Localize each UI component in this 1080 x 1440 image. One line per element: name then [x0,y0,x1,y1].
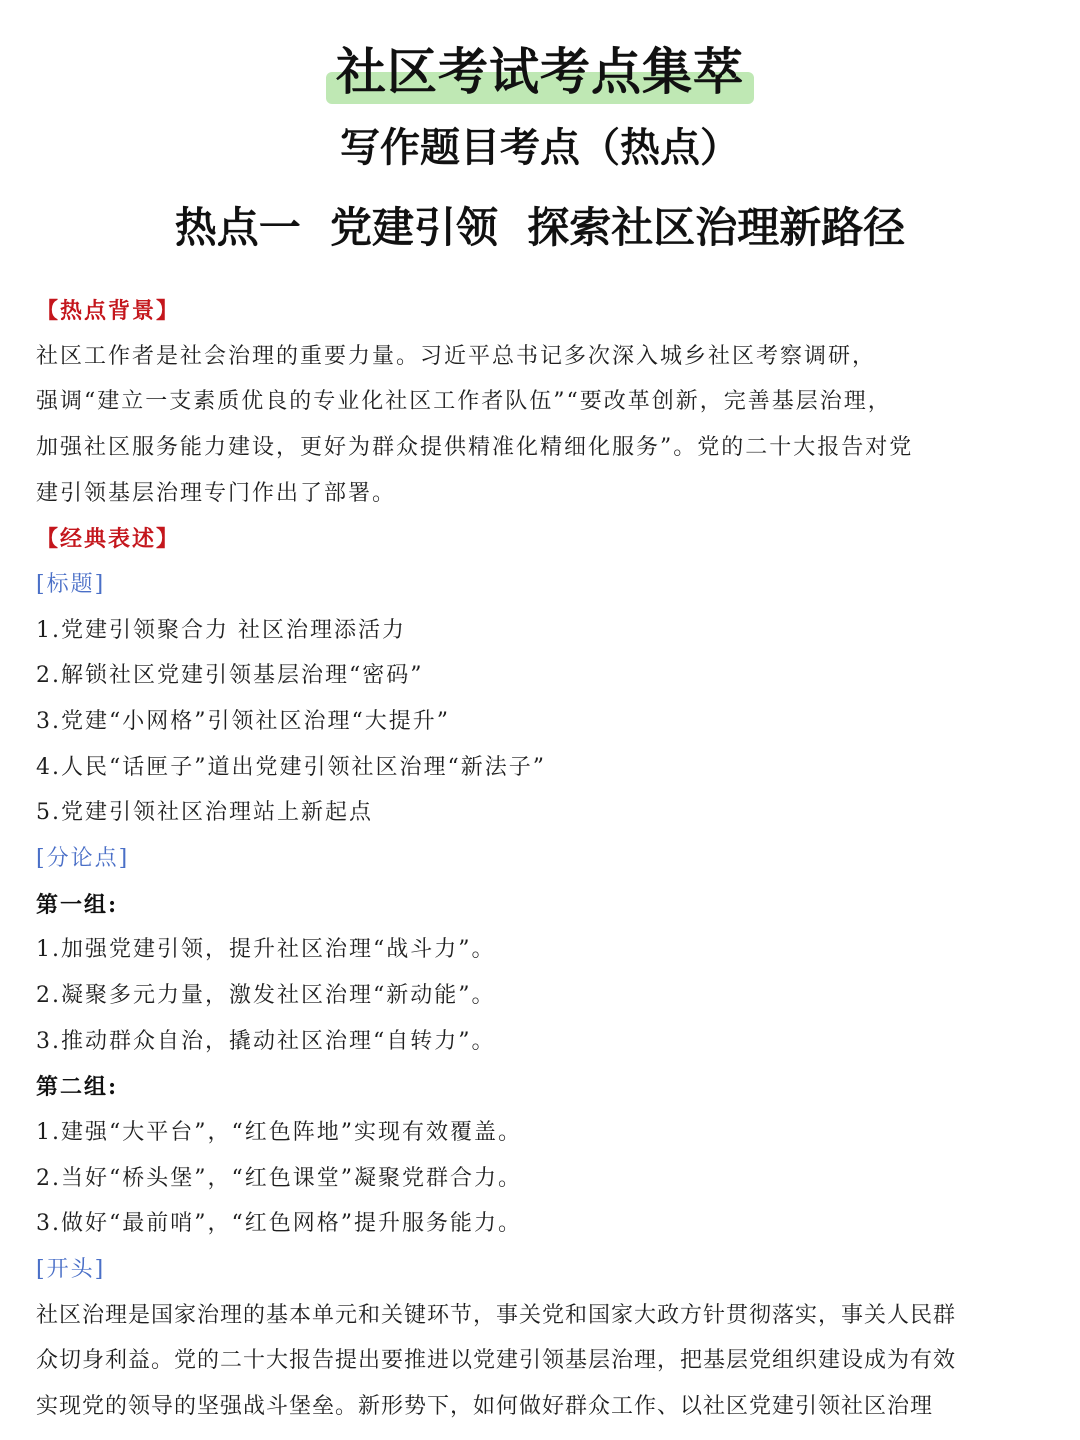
section-heading-classic: 【经典表述】 [36,526,181,552]
group-heading-2: 第二组: [36,1074,119,1100]
hot-topic-title: 热点一 党建引领 探索社区治理新路径 [174,203,906,252]
title-list-item: 2.解锁社区党建引领基层治理“密码” [36,663,424,688]
title-list-item: 5.党建引领社区治理站上新起点 [36,800,373,825]
paragraph-line: 建引领基层治理专门作出了部署。 [36,481,397,506]
paragraph-line: 加强社区服务能力建设，更好为群众提供精准化精细化服务”。党的二十大报告对党 [36,435,914,460]
paragraph-line: 实现党的领导的坚强战斗堡垒。新形势下，如何做好群众工作、以社区党建引领社区治理 [36,1394,934,1419]
paragraph-line: 社区治理是国家治理的基本单元和关键环节，事关党和国家大政方针贯彻落实，事关人民群 [36,1303,957,1328]
point-list-item: 2.凝聚多元力量，激发社区治理“新动能”。 [36,983,496,1008]
paragraph-line: 强调“建立一支素质优良的专业化社区工作者队伍”“要改革创新，完善基层治理， [36,389,892,414]
paragraph-line: 社区工作者是社会治理的重要力量。习近平总书记多次深入城乡社区考察调研， [36,344,877,369]
subsection-label-points: [分论点] [36,846,130,871]
point-list-item: 3.做好“最前哨”，“红色网格”提升服务能力。 [36,1211,522,1236]
title-list-item: 3.党建“小网格”引领社区治理“大提升” [36,709,450,734]
title-list-item: 4.人民“话匣子”道出党建引领社区治理“新法子” [36,755,546,780]
page-subtitle: 写作题目考点（热点） [340,125,740,171]
point-list-item: 1.加强党建引领，提升社区治理“战斗力”。 [36,937,496,962]
point-list-item: 1.建强“大平台”，“红色阵地”实现有效覆盖。 [36,1120,522,1145]
paragraph-line: 众切身利益。党的二十大报告提出要推进以党建引领基层治理，把基层党组织建设成为有效 [36,1348,957,1373]
page-title [326,40,754,104]
point-list-item: 3.推动群众自治，撬动社区治理“自转力”。 [36,1029,496,1054]
title-block [0,40,1080,104]
title-list-item: 1.党建引领聚合力 社区治理添活力 [36,618,406,643]
subsection-label-opening: [开头] [36,1257,106,1282]
subsection-label-titles: [标题] [36,572,106,597]
point-list-item: 2.当好“桥头堡”，“红色课堂”凝聚党群合力。 [36,1166,522,1191]
group-heading-1: 第一组: [36,892,119,918]
section-heading-background: 【热点背景】 [36,298,181,324]
page-title-text: 社区考试考点集萃 [336,43,744,101]
